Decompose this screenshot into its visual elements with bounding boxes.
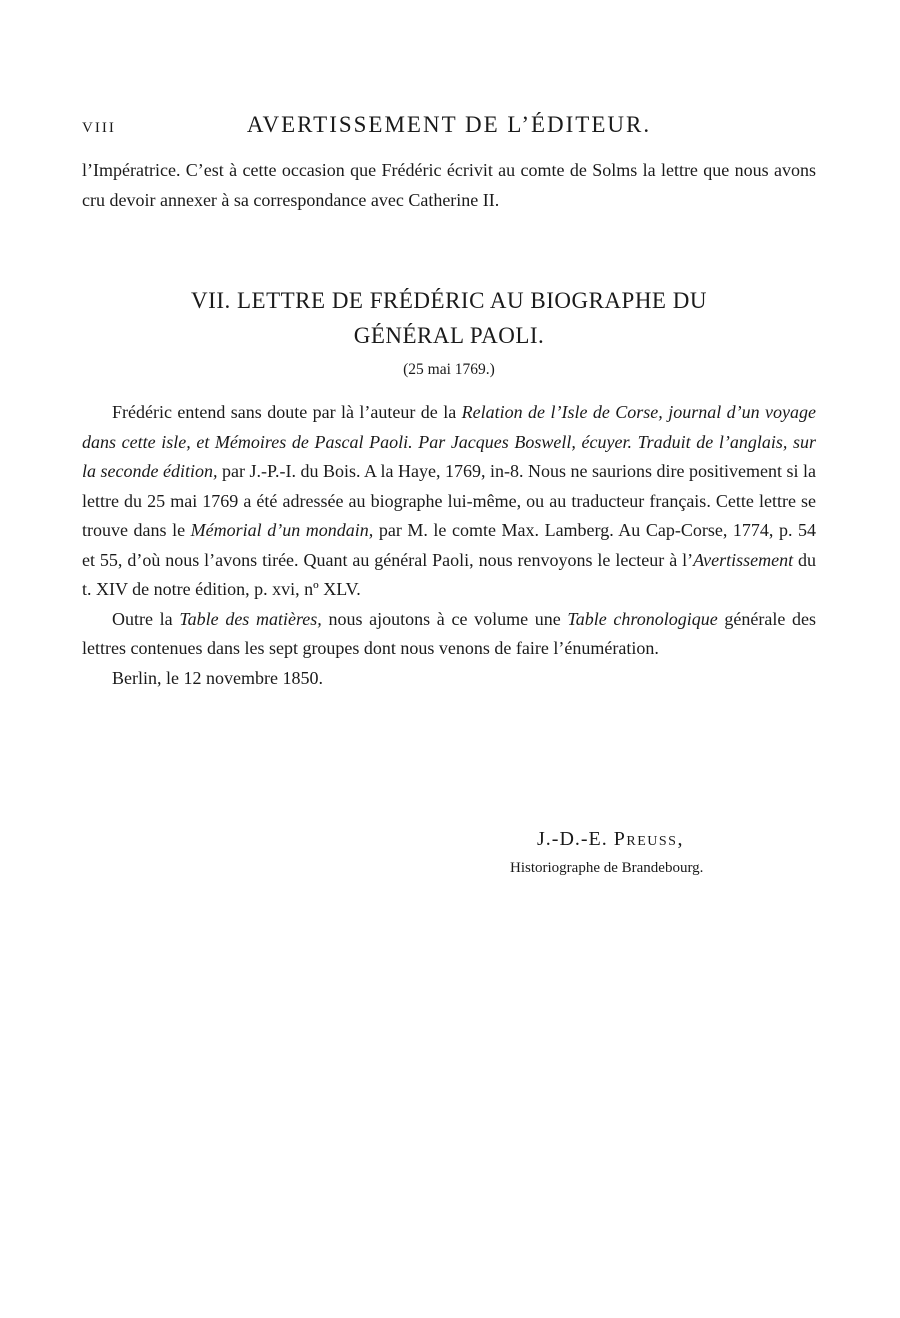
signature-role: Historiographe de Brandebourg. bbox=[510, 860, 704, 876]
signature-initials: J.-D.-E. bbox=[537, 828, 614, 850]
para1-italic-memorial: Mémorial d’un mondain, bbox=[190, 520, 374, 540]
section-title-line1: VII. LETTRE DE FRÉDÉRIC AU BIOGRAPHE DU bbox=[191, 288, 707, 313]
para1-text-1: Frédéric entend sans doute par là l’auteur de la bbox=[112, 402, 462, 422]
para2-text-1: Outre la bbox=[112, 608, 180, 629]
section-title-line2: GÉNÉRAL PAOLI. bbox=[353, 323, 545, 348]
para1-text-3: par M. le comte Max. Lamberg. Au Cap-Corse, 1774, p. 54 et 55, d’où nous l’avons tirée. Quant au général Paoli, nous renvoyons le lecteur à l’ bbox=[82, 520, 817, 570]
para1-text-2: par J.-P.-I. du Bois. A la Haye, 1769, in-8. Nous ne saurions dire positivement si la lettre du 25 mai 1769 a été adressée au biographe lui-même, ou au traducteur français. Cette lettre se trouve dans le bbox=[82, 461, 816, 540]
signature-surname: Preuss, bbox=[613, 828, 684, 850]
running-header bbox=[82, 112, 816, 142]
para1-text-4: du t. XIV de notre édition, p. xvi, nº XLV. bbox=[82, 549, 817, 599]
signature-name bbox=[537, 828, 684, 851]
body-text bbox=[82, 398, 816, 693]
continuation-text: l’Impératrice. C’est à cette occasion que Frédéric écrivit au comte de Solms la lettre que nous avons cru devoir annexer à sa correspondance avec Catherine II. bbox=[82, 160, 816, 210]
continuation-paragraph bbox=[82, 156, 816, 215]
paragraph-dateline: Berlin, le 12 novembre 1850. bbox=[112, 667, 323, 688]
para2-text-2: nous ajoutons à ce volume une bbox=[321, 608, 568, 629]
para2-italic-table: Table des matières, bbox=[179, 608, 322, 629]
section-title bbox=[82, 283, 816, 353]
para2-text-3: générale des lettres contenues dans les sept groupes dont nous venons de faire l’énumération. bbox=[82, 608, 817, 658]
para1-italic-avertissement: Avertissement bbox=[693, 549, 794, 570]
para1-italic-title: Relation de l’Isle de Corse, journal d’un voyage dans cette isle, et Mémoires de Pascal Paoli. Par Jacques Boswell, écuyer. Traduit de l’anglais, sur la seconde édition, bbox=[82, 402, 816, 481]
paragraph-boswell bbox=[82, 398, 816, 605]
paragraph-tables bbox=[82, 605, 816, 664]
para2-italic-chrono: Table chronologique bbox=[567, 608, 718, 629]
page-number: VIII bbox=[82, 120, 116, 136]
running-title: AVERTISSEMENT DE L’ÉDITEUR. bbox=[246, 112, 652, 137]
section-date: (25 mai 1769.) bbox=[403, 361, 495, 378]
